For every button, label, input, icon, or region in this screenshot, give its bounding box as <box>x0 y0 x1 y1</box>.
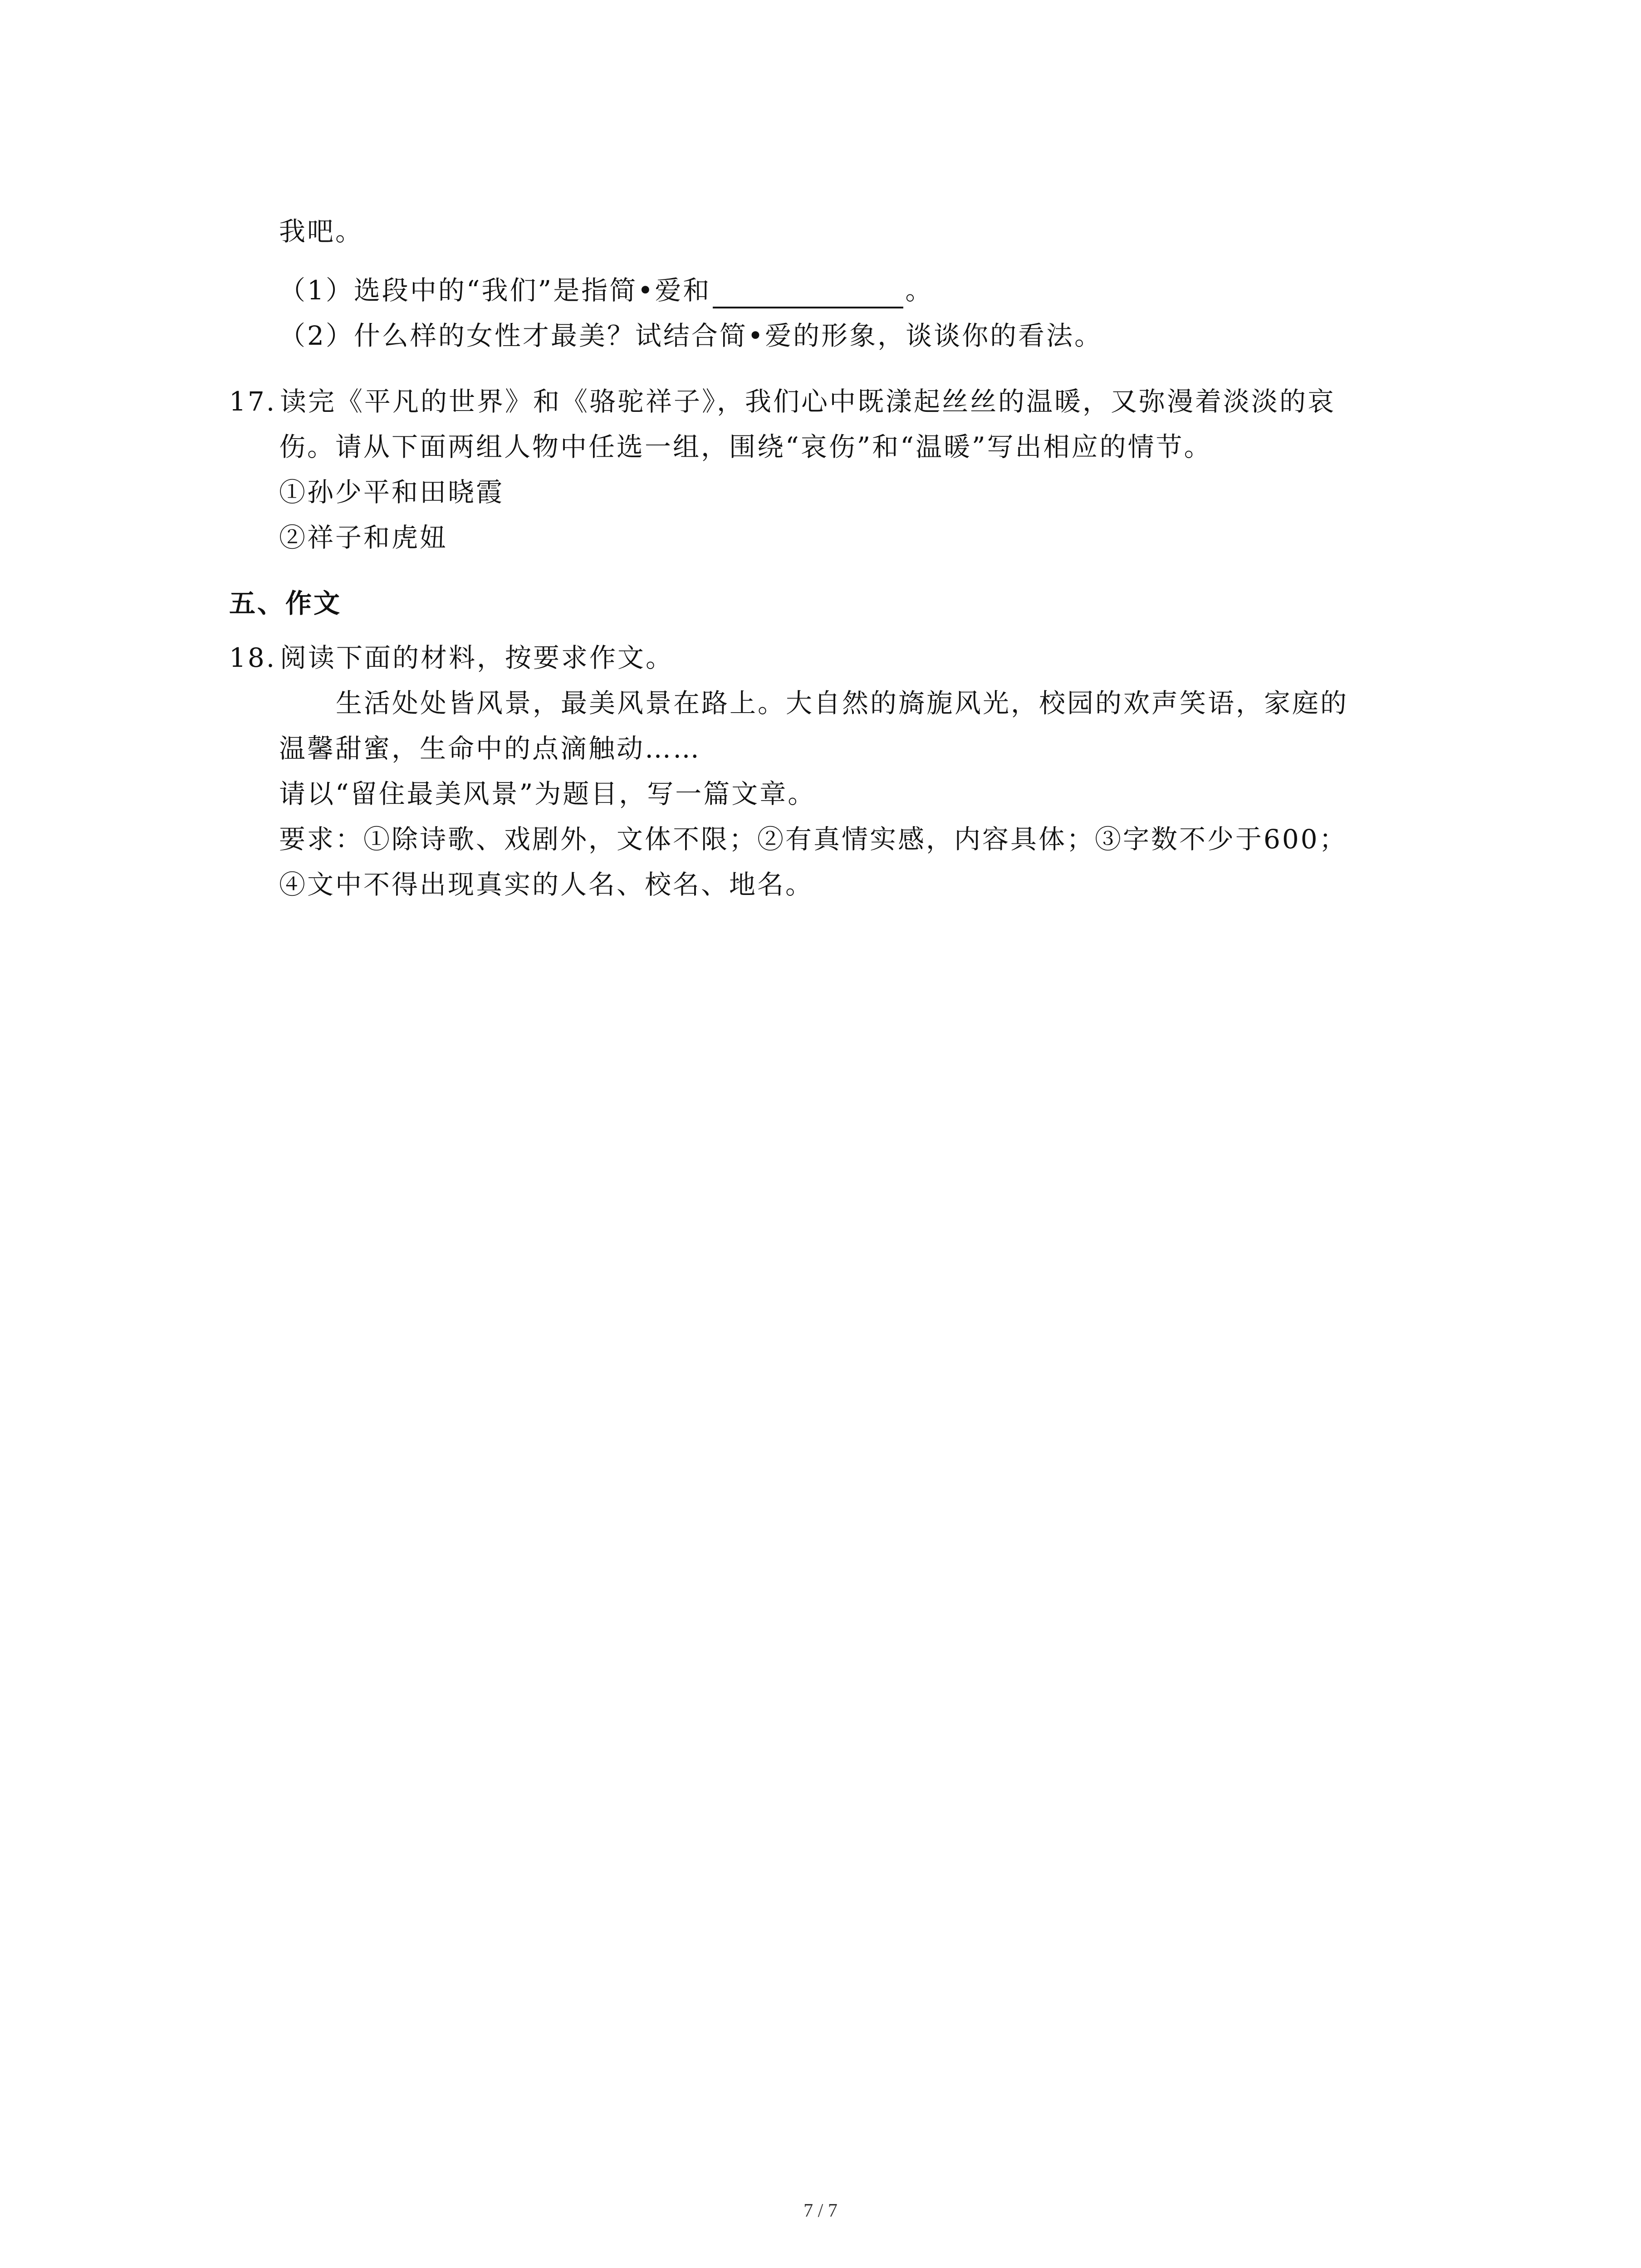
q16-sub2: （2）什么样的女性才最美？试结合简•爱的形象，谈谈你的看法。 <box>279 320 1103 351</box>
q17-line2: 伤。请从下面两组人物中任选一组，围绕“哀伤”和“温暖”写出相应的情节。 <box>279 431 1212 462</box>
q18-requirements-2: ④文中不得出现真实的人名、校名、地名。 <box>279 869 814 900</box>
answer-blank[interactable] <box>713 280 903 308</box>
q17-option-2: ②祥子和虎妞 <box>279 522 448 553</box>
q17-option-1: ①孙少平和田晓霞 <box>279 477 505 508</box>
q16-continuation: 我吧。 <box>279 216 364 247</box>
q17-text-1: 读完《平凡的世界》和《骆驼祥子》，我们心中既漾起丝丝的温暖，又弥漫着淡淡的哀 <box>280 386 1336 417</box>
q16-sub1-end: 。 <box>905 275 934 306</box>
q18-requirements-1: 要求：①除诗歌、戏剧外，文体不限；②有真情实感，内容具体；③字数不少于600； <box>279 824 1347 855</box>
q18-prompt <box>229 640 674 676</box>
page-number: 7 / 7 <box>803 2200 838 2221</box>
q17-line1 <box>229 383 1336 420</box>
q18-number: 18. <box>229 642 277 673</box>
q18-material-1: 生活处处皆风景，最美风景在路上。大自然的旖旎风光，校园的欢声笑语，家庭的 <box>336 688 1349 719</box>
q18-instruction: 请以“留住最美风景”为题目，写一篇文章。 <box>279 778 816 809</box>
q18-prompt-text: 阅读下面的材料，按要求作文。 <box>280 642 674 673</box>
q16-sub1-text: （1）选段中的“我们”是指简•爱和 <box>279 275 711 306</box>
q17-number: 17. <box>229 386 277 417</box>
q16-sub1 <box>279 272 933 308</box>
q18-material-2: 温馨甜蜜，生命中的点滴触动…… <box>279 733 701 764</box>
section-heading: 五、作文 <box>229 588 342 619</box>
